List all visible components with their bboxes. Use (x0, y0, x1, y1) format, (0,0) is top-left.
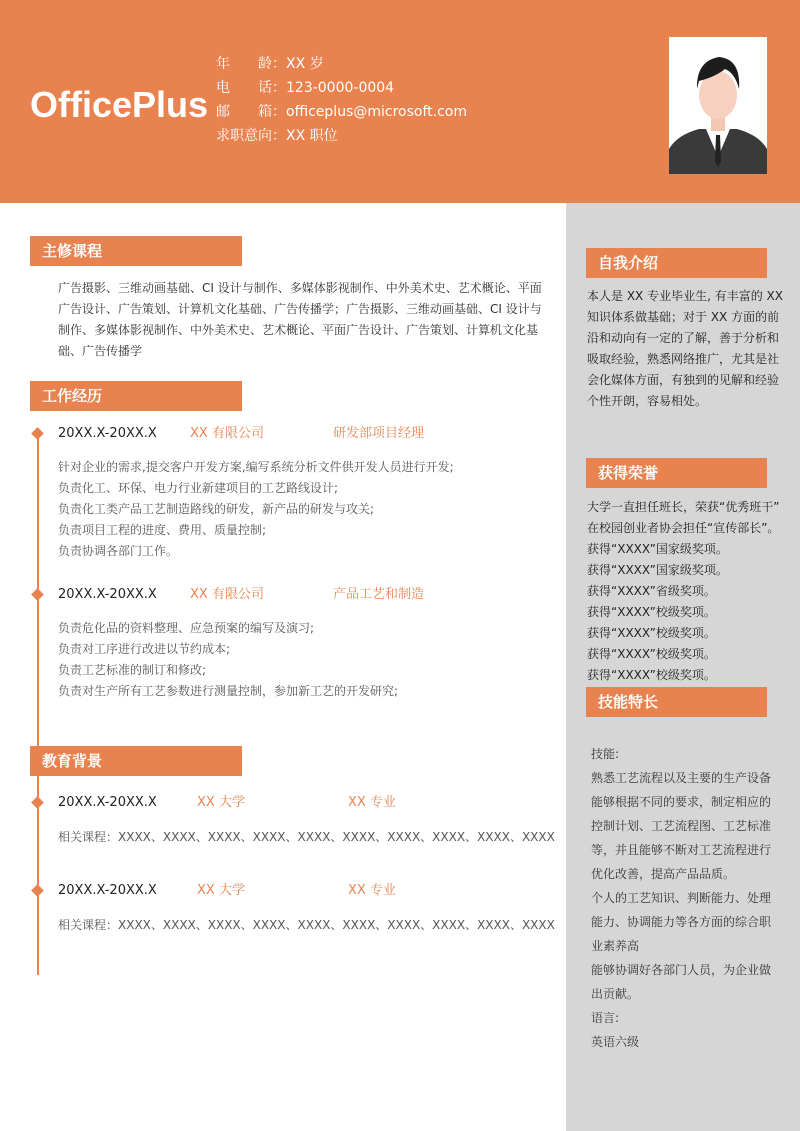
about-line: 个性开朗，容易相处。 (587, 394, 708, 408)
skill-line: 能力、协调能力等各方面的综合职 (591, 915, 772, 929)
list-item: 负责化工、环保、电力行业新建项目的工艺路线设计; (58, 481, 339, 495)
list-item: 负责危化品的资料整理、应急预案的编写及演习; (58, 621, 315, 635)
skills-text (591, 742, 786, 1054)
list-item: 获得“XXXX”省级奖项。 (587, 584, 716, 598)
info-value: 123-0000-0004 (286, 80, 395, 96)
info-value: XX 岁 (286, 56, 324, 72)
about-line: 本人是 XX 专业毕业生, 有丰富的 XX (587, 289, 783, 303)
profile-photo (669, 37, 767, 174)
section-title-work: 工作经历 (30, 381, 242, 411)
info-value: officeplus@microsoft.com (286, 104, 467, 120)
about-line: 沿和动向有一定的了解，善于分析和 (587, 331, 780, 345)
list-item: 获得“XXXX”校级奖项。 (587, 647, 716, 661)
list-item: 获得“XXXX”校级奖项。 (587, 668, 716, 682)
list-item: 大学一直担任班长，荣获“优秀班干” (587, 500, 780, 514)
list-item: 获得“XXXX”国家级奖项。 (587, 542, 728, 556)
info-label: 邮 箱： (216, 104, 286, 120)
list-item: 获得“XXXX”校级奖项。 (587, 626, 716, 640)
about-line: 吸取经验，熟悉网络推广，尤其是社 (587, 352, 780, 366)
list-item: 负责协调各部门工作。 (58, 544, 179, 558)
list-item: 获得“XXXX”国家级奖项。 (587, 563, 728, 577)
list-item: 负责工艺标准的制订和修改; (58, 663, 207, 677)
job-position: 研发部项目经理 (333, 426, 425, 441)
section-title-honors: 获得荣誉 (586, 458, 767, 488)
section-title-education: 教育背景 (30, 746, 242, 776)
education-header (0, 881, 560, 901)
job-header (0, 424, 560, 444)
skill-line: 业素养高 (591, 939, 640, 953)
list-item: 在校园创业者协会担任“宣传部长”。 (587, 521, 780, 535)
skill-line: 出贡献。 (591, 987, 640, 1001)
job-position: 产品工艺和制造 (333, 587, 425, 602)
about-line: 知识体系做基础；对于 XX 方面的前 (587, 310, 780, 324)
courses-text: 广告摄影、三维动画基础、CI 设计与制作、多媒体影视制作、中外美术史、艺术概论、平面广告设计、广告策划、计算机文化基础、广告传播学；广告摄影、三维动画基础、CI 设计与制作、多媒体影视制作、中外美术史、艺术概论、平面广告设计、广告策划、计算机文化基础、广告传播学 (58, 281, 542, 358)
info-email (216, 100, 467, 124)
about-text (587, 286, 783, 412)
job-company: XX 有限公司 (190, 426, 264, 441)
job-header (0, 585, 560, 605)
skill-line: 能够根据不同的要求，制定相应的 (591, 795, 772, 809)
education-school: XX 大学 (197, 883, 245, 898)
personal-info (216, 52, 467, 148)
education-major: XX 专业 (348, 883, 396, 898)
skill-line: 能够协调好各部门人员，为企业做 (591, 963, 772, 977)
list-item: 负责对生产所有工艺参数进行测量控制，参加新工艺的开发研究; (58, 684, 399, 698)
info-value: XX 职位 (286, 128, 338, 144)
skill-line: 熟悉工艺流程以及主要的生产设备 (591, 771, 772, 785)
education-school: XX 大学 (197, 795, 245, 810)
list-item: 负责项目工程的进度、费用、质量控制; (58, 523, 267, 537)
list-item: 负责化工类产品工艺制造路线的研发，新产品的研发与攻关; (58, 502, 375, 516)
education-courses: 相关课程：XXXX、XXXX、XXXX、XXXX、XXXX、XXXX、XXXX、XXXX、XXXX、XXXX (58, 918, 555, 932)
skill-line: 英语六级 (591, 1035, 640, 1049)
honors-list (587, 497, 783, 686)
info-intent (216, 124, 467, 148)
section-title-courses: 主修课程 (30, 236, 242, 266)
brand-title: OfficePlus (30, 84, 209, 125)
about-line: 会化媒体方面，有独到的见解和经验 (587, 373, 780, 387)
info-label: 求职意向： (216, 128, 286, 144)
list-item: 获得“XXXX”校级奖项。 (587, 605, 716, 619)
skill-line: 控制计划、工艺流程图、工艺标准 (591, 819, 772, 833)
education-date: 20XX.X-20XX.X (58, 883, 157, 898)
job-date: 20XX.X-20XX.X (58, 426, 157, 441)
skill-line: 技能: (591, 747, 620, 761)
job-duties (58, 618, 398, 702)
skill-line: 优化改善，提高产品品质。 (591, 867, 736, 881)
education-date: 20XX.X-20XX.X (58, 795, 157, 810)
section-title-about: 自我介绍 (586, 248, 767, 278)
job-company: XX 有限公司 (190, 587, 264, 602)
skill-line: 等，并且能够不断对工艺流程进行 (591, 843, 772, 857)
list-item: 针对企业的需求,提交客户开发方案,编写系统分析文件供开发人员进行开发; (58, 460, 454, 474)
skill-line: 语言: (591, 1011, 620, 1025)
skill-line: 个人的工艺知识、判断能力、处理 (591, 891, 772, 905)
section-title-skills: 技能特长 (586, 687, 767, 717)
info-label: 电 话： (216, 80, 286, 96)
info-phone (216, 76, 467, 100)
avatar-icon (669, 37, 767, 174)
list-item: 负责对工序进行改进以节约成本; (58, 642, 231, 656)
job-duties (58, 457, 454, 562)
job-date: 20XX.X-20XX.X (58, 587, 157, 602)
info-label: 年 龄： (216, 56, 286, 72)
education-header (0, 793, 560, 813)
education-major: XX 专业 (348, 795, 396, 810)
info-age (216, 52, 467, 76)
education-courses: 相关课程：XXXX、XXXX、XXXX、XXXX、XXXX、XXXX、XXXX、XXXX、XXXX、XXXX (58, 830, 555, 844)
